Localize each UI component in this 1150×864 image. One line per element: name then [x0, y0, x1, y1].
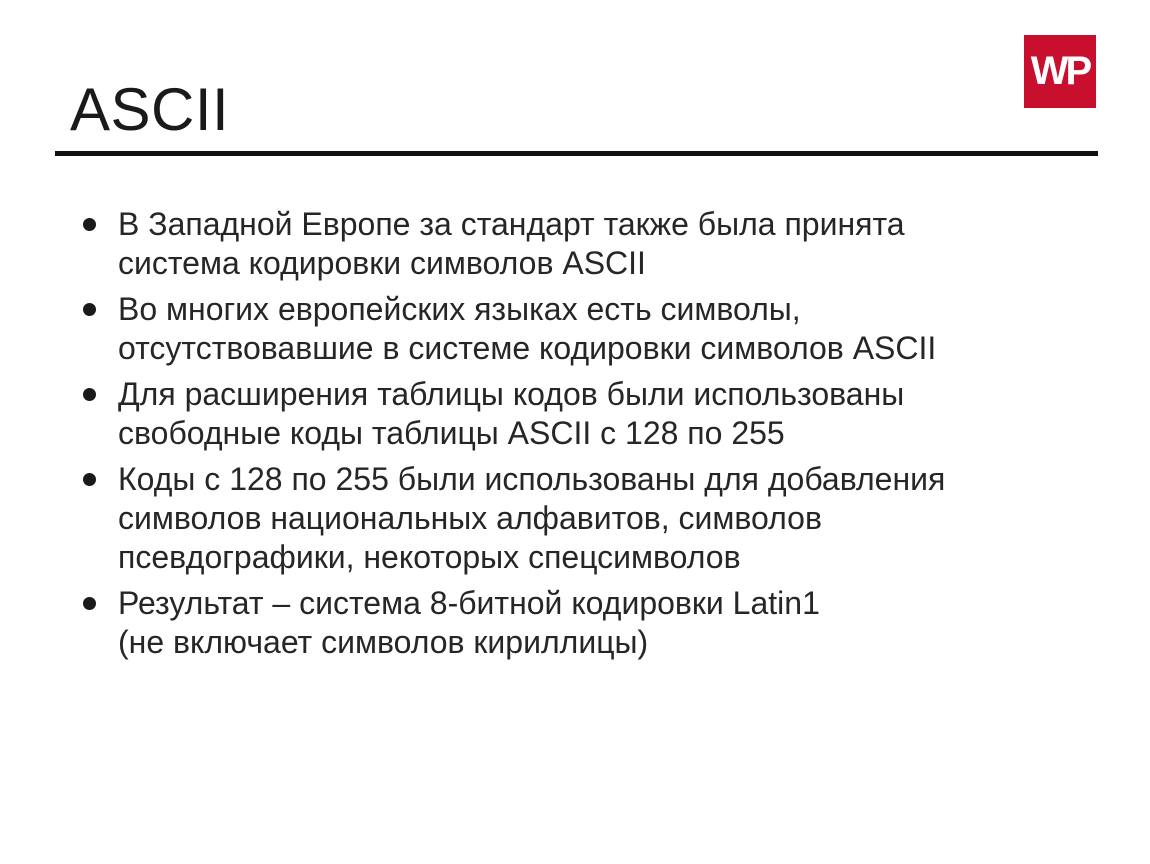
bullet-dot-icon	[83, 303, 96, 316]
bullet-1-line-1: В Западной Европе за стандарт также была принята	[118, 206, 905, 242]
bullet-1-line-2: система кодировки символов ASCII	[118, 245, 646, 281]
bullet-4-line-3: псевдографики, некоторых спецсимволов	[118, 539, 741, 575]
bullet-4-line-1: Коды с 128 по 255 были использованы для добавления	[118, 461, 946, 497]
bullet-item-5	[80, 584, 1120, 662]
bullet-4-line-2: символов национальных алфавитов, символов	[118, 500, 822, 536]
bullet-5-line-2: (не включает символов кириллицы)	[118, 624, 649, 660]
wp-logo	[1024, 35, 1096, 108]
bullet-dot-icon	[83, 218, 96, 231]
logo-text: WP	[1030, 49, 1090, 93]
bullet-dot-icon	[83, 597, 96, 610]
bullet-3-line-2: свободные коды таблицы ASCII с 128 по 255	[118, 415, 785, 451]
bullet-item-2	[80, 290, 1120, 368]
bullet-item-4	[80, 460, 1120, 577]
bullet-2-line-2: отсутствовавшие в системе кодировки символов ASCII	[118, 330, 937, 366]
bullet-3-line-1: Для расширения таблицы кодов были использованы	[118, 376, 905, 412]
bullet-5-line-1: Результат – система 8-битной кодировки Latin1	[118, 585, 820, 621]
bullet-dot-icon	[83, 473, 96, 486]
bullet-item-3	[80, 375, 1120, 453]
slide-title: ASCII	[70, 76, 230, 143]
bullet-list	[80, 205, 1120, 669]
title-divider	[55, 151, 1098, 156]
bullet-dot-icon	[83, 388, 96, 401]
bullet-2-line-1: Во многих европейских языках есть символы,	[118, 291, 801, 327]
bullet-item-1	[80, 205, 1120, 283]
